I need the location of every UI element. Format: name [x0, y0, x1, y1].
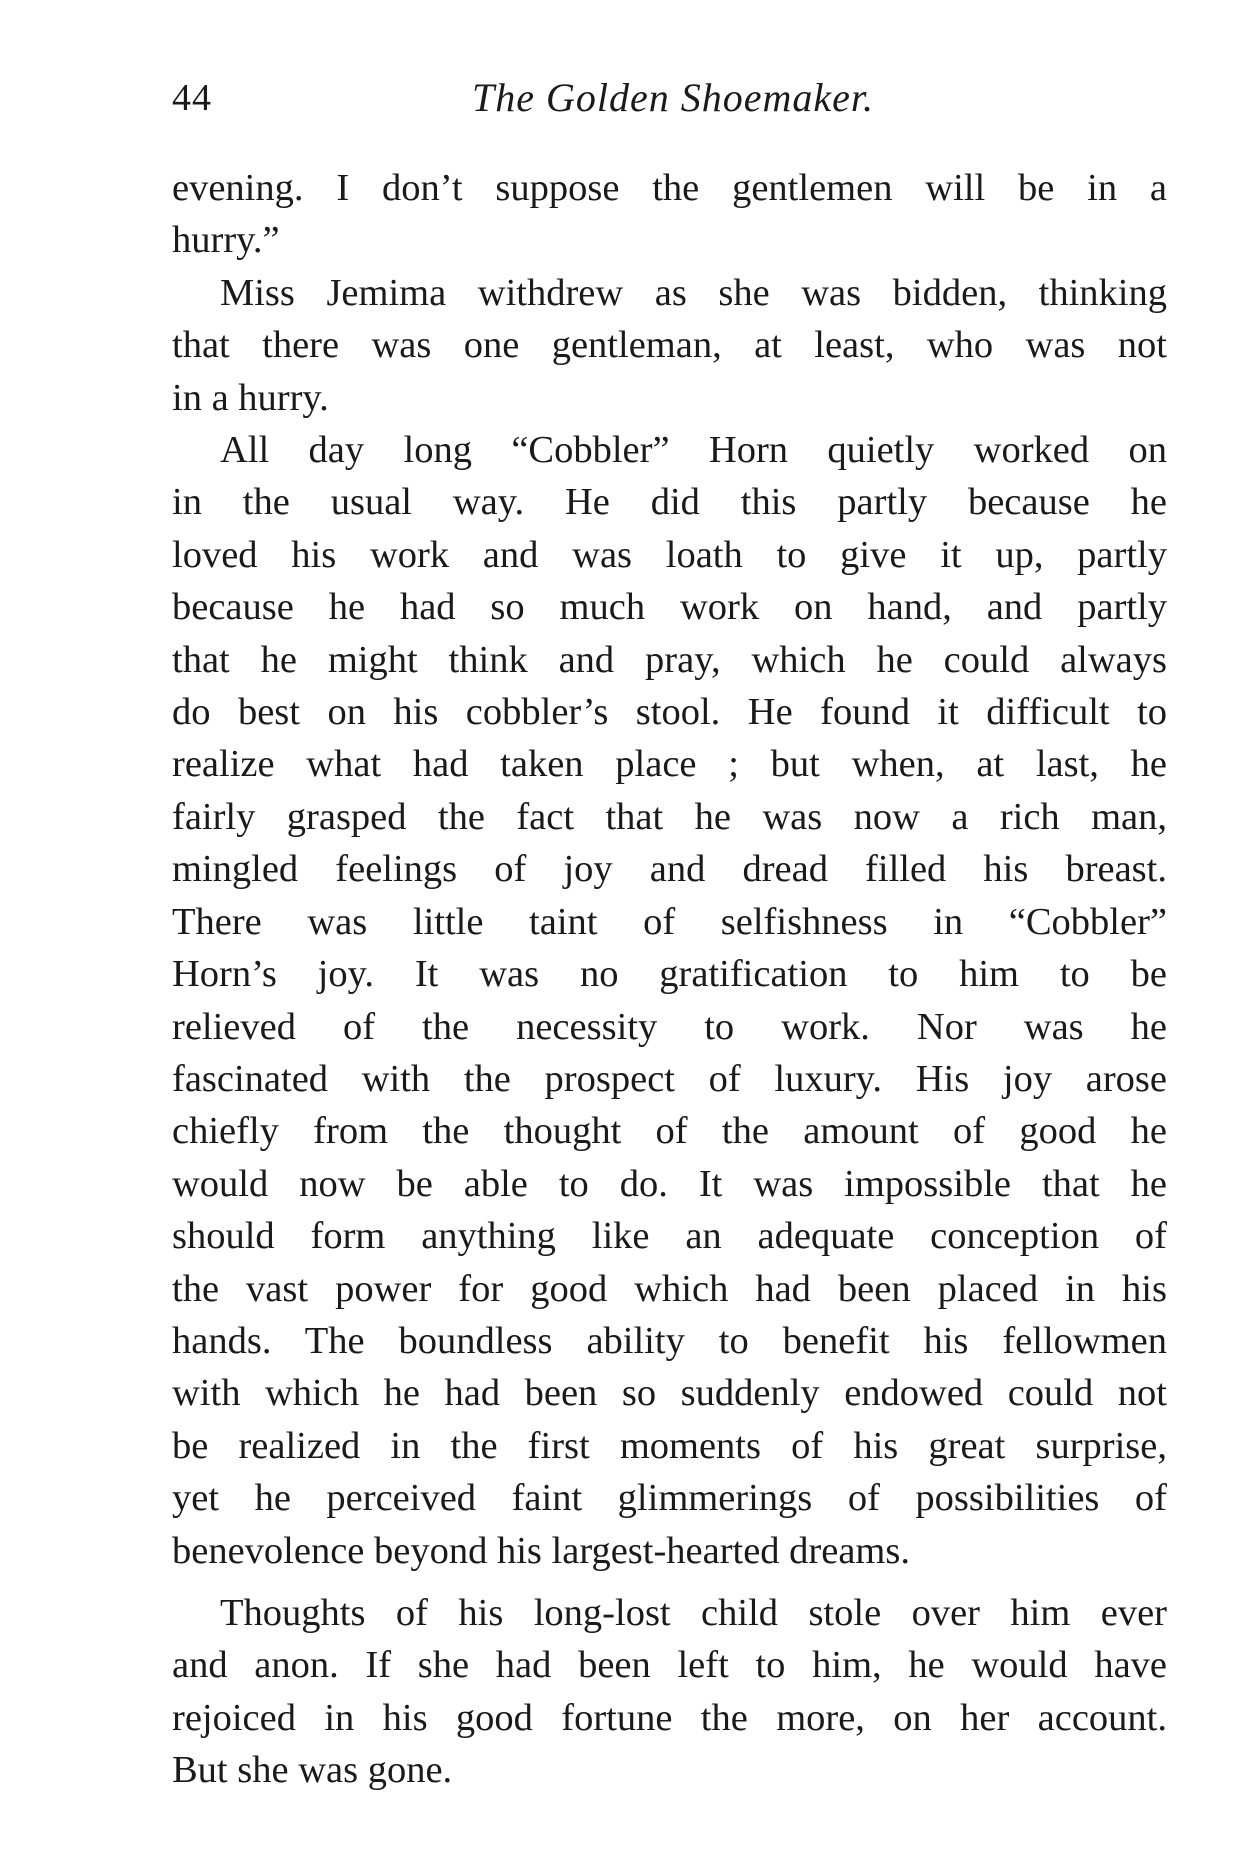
text-line: loved his work and was loath to give it up, partly	[172, 533, 1167, 576]
text-line: benevolence beyond his largest-hearted dreams.	[172, 1529, 910, 1572]
running-head	[172, 68, 1162, 128]
text-line: do best on his cobbler’s stool. He found it difficult to	[172, 691, 1167, 734]
text-line: that there was one gentleman, at least, who was not	[172, 324, 1167, 367]
text-line: Horn’s joy. It was no gratification to him to be	[172, 953, 1167, 996]
text-line: should form anything like an adequate conception of	[172, 1215, 1167, 1258]
text-line: would now be able to do. It was impossible that he	[172, 1162, 1167, 1205]
paragraph-gap	[172, 1577, 1167, 1587]
text-line: chiefly from the thought of the amount of good he	[172, 1110, 1167, 1153]
paragraph	[172, 267, 1167, 424]
running-title: The Golden Shoemaker.	[472, 75, 875, 120]
text-line: with which he had been so suddenly endowed could not	[172, 1372, 1167, 1415]
text-line: in the usual way. He did this partly because he	[172, 481, 1167, 524]
text-line: evening. I don’t suppose the gentlemen will be in a	[172, 167, 1167, 209]
text-line: All day long “Cobbler” Horn quietly worked on	[220, 429, 1167, 472]
paragraph	[172, 424, 1167, 1577]
text-line: hands. The boundless ability to benefit his fellowmen	[172, 1319, 1167, 1362]
text-line: fairly grasped the fact that he was now a rich man,	[172, 795, 1167, 838]
text-line: be realized in the first moments of his great surprise,	[172, 1424, 1167, 1467]
text-line: There was little taint of selfishness in “Cobbler”	[172, 900, 1167, 943]
text-line: and anon. If she had been left to him, he would have	[172, 1644, 1167, 1687]
text-line: hurry.”	[172, 219, 280, 262]
text-line: the vast power for good which had been placed in his	[172, 1267, 1167, 1310]
text-line: rejoiced in his good fortune the more, on her account.	[172, 1696, 1167, 1739]
text-line: realize what had taken place ; but when, at last, he	[172, 743, 1167, 786]
paragraph	[172, 1587, 1167, 1797]
text-line: in a hurry.	[172, 376, 329, 419]
text-line: that he might think and pray, which he could always	[172, 638, 1167, 681]
text-line: because he had so much work on hand, and partly	[172, 586, 1167, 629]
text-line: But she was gone.	[172, 1749, 453, 1792]
text-line: Miss Jemima withdrew as she was bidden, thinking	[220, 271, 1167, 314]
text-line: fascinated with the prospect of luxury. His joy arose	[172, 1057, 1167, 1100]
text-line: relieved of the necessity to work. Nor was he	[172, 1005, 1167, 1048]
text-line: mingled feelings of joy and dread filled his breast.	[172, 848, 1167, 891]
page-number: 44	[172, 77, 212, 119]
text-line: yet he perceived faint glimmerings of possibilities of	[172, 1477, 1167, 1520]
paragraph	[172, 162, 1167, 267]
body-text	[172, 162, 1167, 1797]
text-line: Thoughts of his long-lost child stole over him ever	[220, 1591, 1167, 1634]
